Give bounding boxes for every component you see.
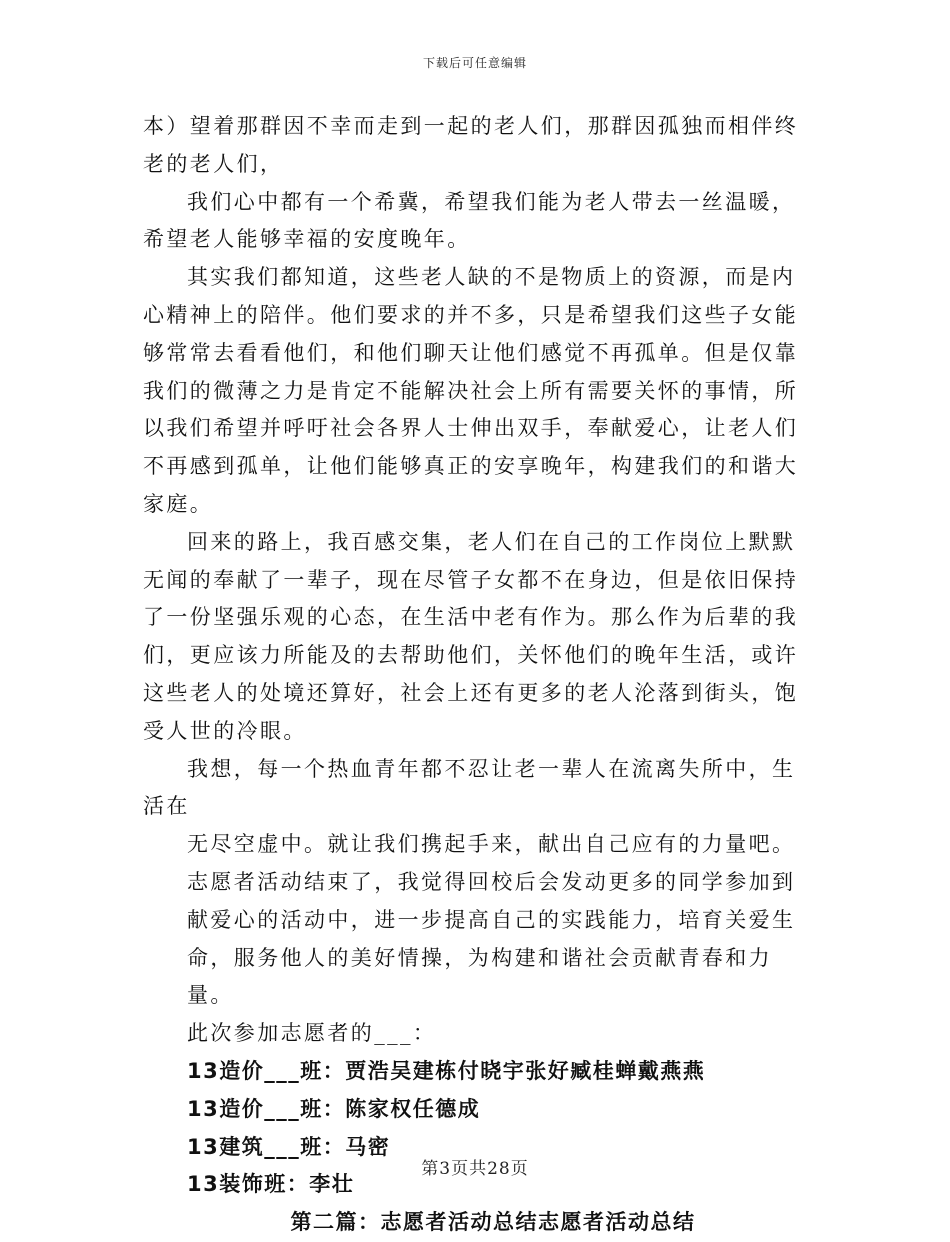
paragraph-thought-first-line: 我想，每一个热血青年都不忍让老一辈人在流离失所中，生活在 bbox=[143, 756, 796, 819]
paragraph-hope: 我们心中都有一个希冀，希望我们能为老人带去一丝温暖，希望老人能够幸福的安度晚年。 bbox=[143, 189, 796, 252]
participants-intro: 此次参加志愿者的___： bbox=[187, 1021, 437, 1046]
paragraph-continuation: 本）望着那群因不幸而走到一起的老人们，那群因孤独而相伴终老的老人们， bbox=[143, 114, 799, 176]
participant-line-decoration: 13装饰班：李壮 bbox=[187, 1172, 355, 1197]
section-title: 第二篇：志愿者活动总结志愿者活动总结 bbox=[290, 1210, 696, 1235]
paragraph-return-trip: 回来的路上，我百感交集，老人们在自己的工作岗位上默默无闻的奉献了一辈子，现在尽管子女都不在身边，但是依旧保持了一份坚强乐观的心态，在生活中老有作为。那么作为后辈的我们，更应该力所能及的去帮助他们，关怀他们的晚年生活，或许这些老人的处境还算好，社会上还有更多的老人沦落到街头，饱受人世的冷眼。 bbox=[143, 529, 799, 743]
participant-line-architecture: 13建筑___班：马密 bbox=[187, 1134, 391, 1159]
participant-line-cost-2: 13造价___班：陈家权任德成 bbox=[187, 1096, 481, 1121]
page-footer: 第3页共28页 bbox=[421, 1159, 529, 1179]
paragraph-thought-rest: 无尽空虚中。就让我们携起手来，献出自己应有的力量吧。志愿者活动结束了，我觉得回校后会发动更多的同学参加到献爱心的活动中，进一步提高自己的实践能力，培育关爱生命，服务他人的美好情操，为构建和谐社会贡献青春和力量。 bbox=[187, 832, 796, 1008]
paragraph-companionship: 其实我们都知道，这些老人缺的不是物质上的资源，而是内心精神上的陪伴。他们要求的并不多，只是希望我们这些子女能够常常去看看他们，和他们聊天让他们感觉不再孤单。但是仅靠我们的微薄之力是肯定不能解决社会上所有需要关怀的事情，所以我们希望并呼吁社会各界人士伸出双手，奉献爱心，让老人们不再感到孤单，让他们能够真正的安享晚年，构建我们的和谐大家庭。 bbox=[143, 265, 799, 516]
document-body bbox=[143, 108, 803, 1242]
page-header: 下载后可任意编辑 bbox=[422, 56, 527, 70]
participant-line-cost-1: 13造价___班：贾浩吴建栋付晓宇张好臧桂蝉戴燕燕 bbox=[187, 1058, 706, 1083]
